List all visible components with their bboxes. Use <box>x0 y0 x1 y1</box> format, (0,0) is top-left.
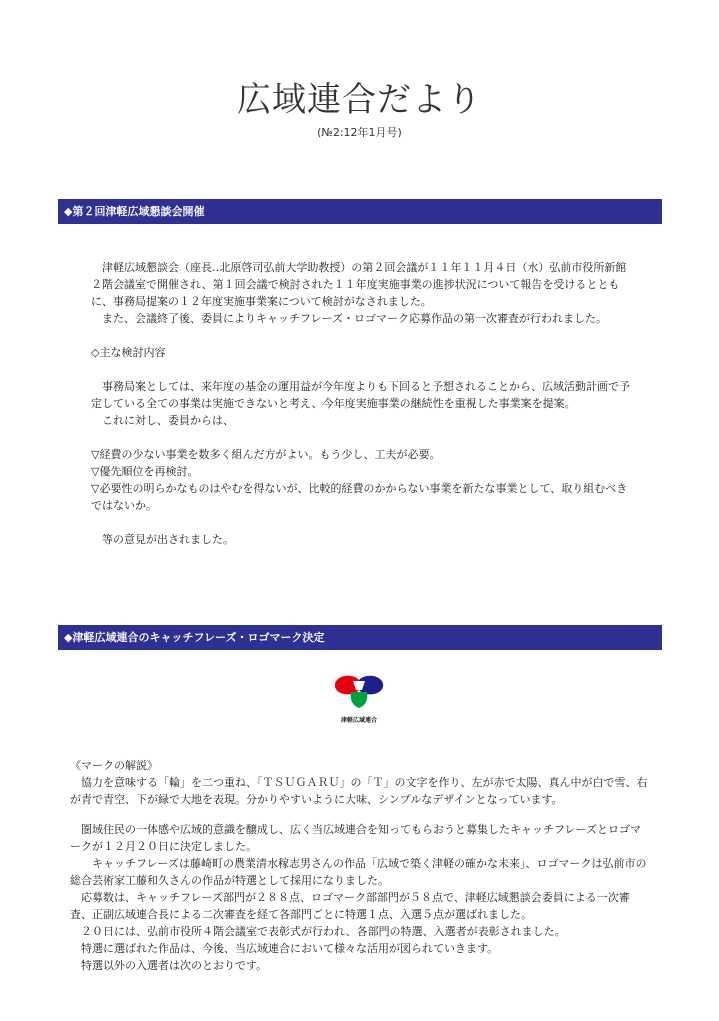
logo-paragraph-5: 特選に選ばれた作品は、今後、当広域連合において様々な活用が図られていきます。 <box>81 942 499 955</box>
opinion-item: ▽必要性の明らかなものはやむを得ないが、比較的経費のかからない事業を新たな事業として、取り組むべきではないか。 <box>91 482 628 512</box>
logo-paragraph-3: 応募数は、キャッチフレーズ部門が２８８点、ロゴマーク部部門が５８点で、津軽広域懇談会委員による一次審査、正副広域連合長による二次審査を経て各部門ごとに特選１点、入選５点が選ばれました。 <box>70 891 630 921</box>
logo-paragraph-6: 特選以外の入選者は次のとおりです。 <box>81 959 268 972</box>
council-closing: 等の意見が出されました。 <box>102 533 234 546</box>
logo-paragraph-2: キャッチフレーズは藤崎町の農業清水稼志男さんの作品「広域で築く津軽の確かな未来」、ロゴマークは弘前市の総合芸術家工藤和久さんの作品が特選として採用になりました。 <box>70 857 647 887</box>
page-title: 広域連合だより <box>237 80 482 120</box>
logo-section-body <box>70 757 650 974</box>
council-section-body <box>91 259 633 548</box>
logo-paragraph-4: ２０日には、弘前市役所４階会議室で表彰式が行われ、各部門の特選、入選者が表彰されました。 <box>81 925 566 938</box>
council-paragraph-3: 事務局案としては、来年度の基金の運用益が今年度よりも下回ると予想されることから、広域活動計画で予定している全ての事業は実施できないと考え、今年度実施事業の継続性を重視した事業案を提案。 <box>91 380 630 410</box>
council-paragraph-2: また、会議終了後、委員によりキャッチフレーズ・ロゴマーク応募作品の第一次審査が行われました。 <box>102 312 608 325</box>
council-paragraph-1: 津軽広域懇談会（座長‥北原啓司弘前大学助教授）の第２回会議が１１年１１月４日（水）弘前市役所新館２階会議室で開催され、第１回会議で検討された１１年度実施事業の進捗状況について報告を受けるとともに、事務局提案の１２年度実施事業案について検討がなされました。 <box>91 261 627 308</box>
issue-number: (№2:12年1月号) <box>317 126 402 139</box>
opinion-item: ▽優先順位を再検討。 <box>91 465 199 478</box>
topics-heading: ◇主な検討内容 <box>91 346 166 359</box>
council-paragraph-4: これに対し、委員からは、 <box>102 414 234 427</box>
logo-green-base-icon <box>351 692 368 708</box>
section-heading-council: ◆第２回津軽広域懇談会開催 <box>58 199 662 224</box>
mark-description: 協力を意味する「輪」を二つ重ね、「ＴＳＵＧＡＲＵ」の「Ｔ」の文字を作り、左が赤で太陽、真ん中が白で雪、右が青で青空、下が緑で大地を表現。分かりやすいように大味、シンプルなデザインとなっています。 <box>70 776 648 806</box>
logo-paragraph-1: 圏域住民の一体感や広域的意識を醸成し、広く当広域連合を知ってもらおうと募集したキャッチフレーズとロゴマークが１２月２０日に決定しました。 <box>70 823 642 853</box>
logo-caption: 津軽広域連合 <box>340 717 377 724</box>
mark-heading: 《マークの解説》 <box>70 759 158 772</box>
opinion-item: ▽経費の少ない事業を数多く組んだ方がよい。もう少し、工夫が必要。 <box>91 448 441 461</box>
section-heading-logo: ◆津軽広域連合のキャッチフレーズ・ロゴマーク決定 <box>58 625 662 650</box>
